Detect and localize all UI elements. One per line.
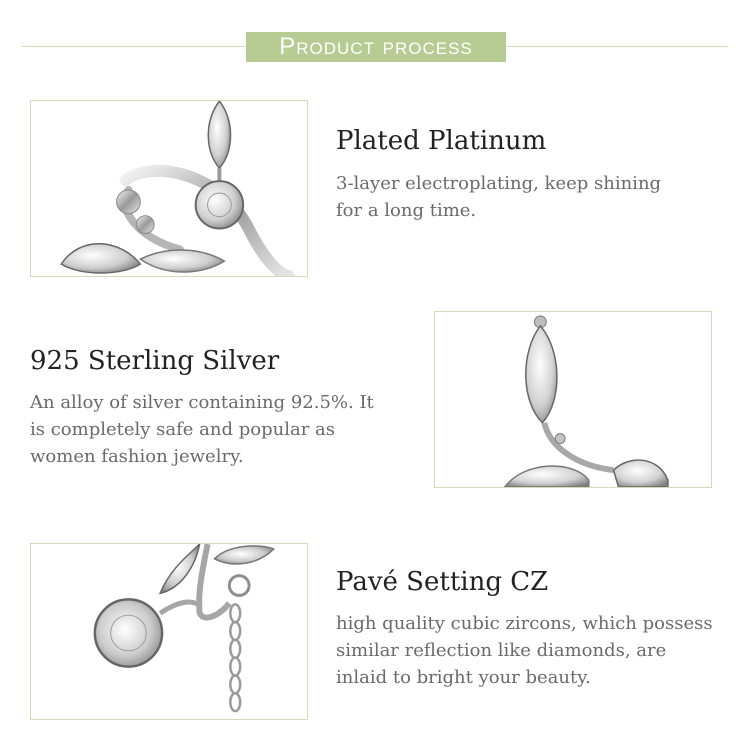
section-desc-sterling-silver <box>30 389 374 470</box>
header-rule-left <box>22 46 248 47</box>
cz-pendant-illustration <box>31 544 307 719</box>
product-process-banner: Product process <box>246 32 506 62</box>
leaf-branch-illustration <box>435 312 711 487</box>
section-title-sterling-silver: 925 Sterling Silver <box>30 346 280 376</box>
section-desc-pave-setting <box>336 610 713 691</box>
desc-line: similar reflection like diamonds, are <box>336 640 667 661</box>
section-desc-plated-platinum <box>336 170 661 224</box>
header-rule-right <box>504 46 728 47</box>
sterling-silver-image <box>434 311 712 488</box>
section-title-pave-setting: Pavé Setting CZ <box>336 567 549 597</box>
desc-line: An alloy of silver containing 92.5%. It <box>30 392 374 413</box>
section-title-plated-platinum: Plated Platinum <box>336 126 547 156</box>
desc-line: high quality cubic zircons, which possess <box>336 613 713 634</box>
plated-platinum-image <box>30 100 308 277</box>
ring-leaf-illustration <box>31 101 307 276</box>
desc-line: is completely safe and popular as <box>30 419 335 440</box>
desc-line: inlaid to bright your beauty. <box>336 667 591 688</box>
desc-line: women fashion jewelry. <box>30 446 244 467</box>
desc-line: for a long time. <box>336 200 477 221</box>
pave-setting-image <box>30 543 308 720</box>
desc-line: 3-layer electroplating, keep shining <box>336 173 662 194</box>
